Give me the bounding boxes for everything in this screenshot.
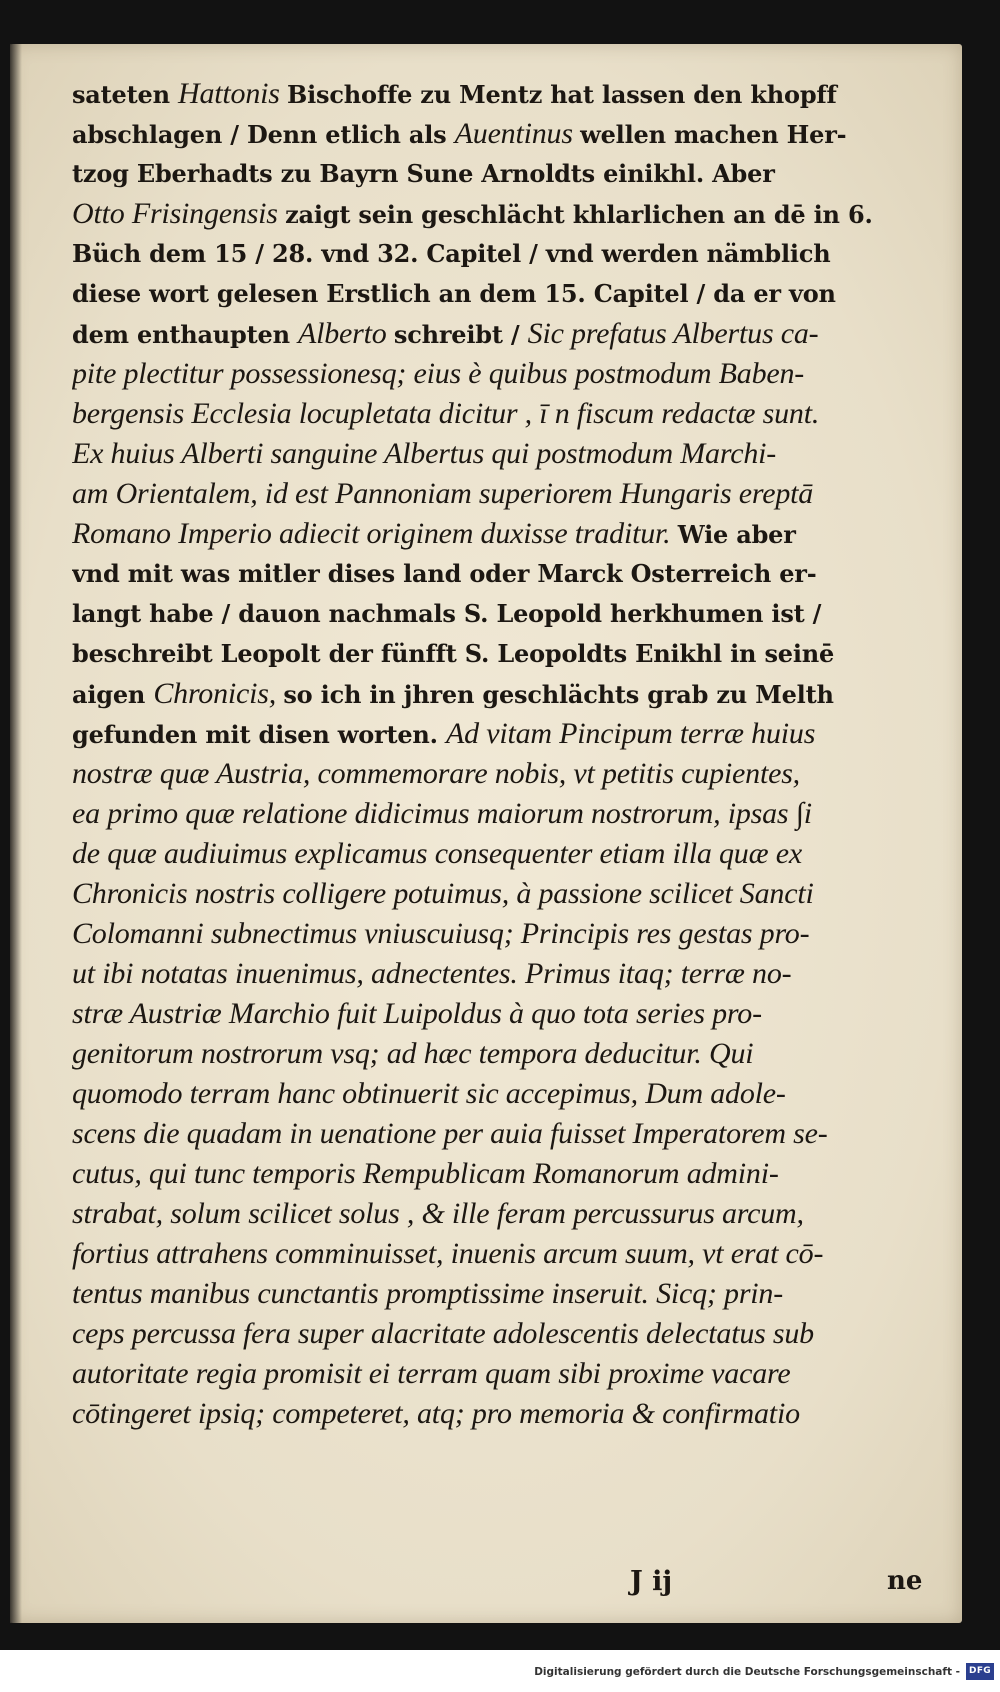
latin-italic-text: Alberto bbox=[298, 317, 394, 350]
german-blackletter-text: so ich in jhren geschlächts grab zu Melth bbox=[283, 680, 834, 709]
catchword: ne bbox=[887, 1566, 923, 1596]
latin-italic-text: ceps percussa fera super alacritate adolescentis delectatus sub bbox=[72, 1317, 814, 1350]
latin-italic-text: cutus, qui tunc temporis Rempublicam Romanorum admini- bbox=[72, 1157, 779, 1190]
text-line bbox=[72, 1234, 934, 1274]
latin-italic-text: Otto Frisingensis bbox=[72, 197, 286, 230]
text-line bbox=[72, 634, 934, 674]
text-line bbox=[72, 1194, 934, 1234]
text-line bbox=[72, 234, 934, 274]
footer-credit: Digitalisierung gefördert durch die Deutsche Forschungsgemeinschaft - bbox=[534, 1666, 960, 1678]
german-blackletter-text: dem enthaupten bbox=[72, 320, 298, 349]
latin-italic-text: bergensis Ecclesia locupletata dicitur , ī n fiscum redactæ sunt. bbox=[72, 397, 820, 430]
latin-italic-text: nostræ quæ Austria, commemorare nobis, vt petitis cupientes, bbox=[72, 757, 800, 790]
text-line bbox=[72, 1314, 934, 1354]
text-line bbox=[72, 114, 934, 154]
latin-italic-text: pite plectitur possessionesq; eius è quibus postmodum Baben- bbox=[72, 357, 805, 390]
text-line bbox=[72, 1074, 934, 1114]
latin-italic-text: Romano Imperio adiecit originem duxisse traditur. bbox=[72, 517, 678, 550]
german-blackletter-text: wellen machen Her- bbox=[580, 120, 847, 149]
german-blackletter-text: schreibt / bbox=[393, 320, 528, 349]
text-line bbox=[72, 74, 934, 114]
latin-italic-text: strabat, solum scilicet solus , & ille feram percussurus arcum, bbox=[72, 1197, 804, 1230]
text-line bbox=[72, 994, 934, 1034]
latin-italic-text: stræ Austriæ Marchio fuit Luipoldus à quo tota series pro- bbox=[72, 997, 762, 1030]
text-line bbox=[72, 474, 934, 514]
latin-italic-text: tentus manibus cunctantis promptissime inseruit. Sicq; prin- bbox=[72, 1277, 784, 1310]
text-line bbox=[72, 514, 934, 554]
text-line bbox=[72, 434, 934, 474]
latin-italic-text: ea primo quæ relatione didicimus maiorum nostrorum, ipsas ∫i bbox=[72, 797, 812, 830]
latin-italic-text: Colomanni subnectimus vniuscuiusq; Principis res gestas pro- bbox=[72, 917, 810, 950]
text-line bbox=[72, 274, 934, 314]
german-blackletter-text: langt habe / dauon nachmals S. Leopold herkhumen ist / bbox=[72, 599, 822, 628]
latin-italic-text: Hattonis bbox=[177, 77, 288, 110]
german-blackletter-text: diese wort gelesen Erstlich an dem 15. Capitel / da er von bbox=[72, 279, 836, 308]
german-blackletter-text: abschlagen / Denn etlich als bbox=[72, 120, 455, 149]
latin-italic-text: Sic prefatus Albertus ca- bbox=[527, 317, 819, 350]
text-line bbox=[72, 1394, 934, 1434]
german-blackletter-text: beschreibt Leopolt der fünfft S. Leopoldts Enikhl in seinē bbox=[72, 639, 835, 668]
latin-italic-text: Auentinus bbox=[454, 117, 581, 150]
latin-italic-text: ut ibi notatas inuenimus, adnectentes. Primus itaq; terræ no- bbox=[72, 957, 792, 990]
latin-italic-text: am Orientalem, id est Pannoniam superiorem Hungaris ereptā bbox=[72, 477, 814, 510]
text-line bbox=[72, 1034, 934, 1074]
text-line bbox=[72, 594, 934, 634]
latin-italic-text: autoritate regia promisit ei terram quam sibi proxime vacare bbox=[72, 1357, 791, 1390]
text-line bbox=[72, 874, 934, 914]
text-line bbox=[72, 714, 934, 754]
latin-italic-text: fortius attrahens comminuisset, inuenis arcum suum, vt erat cō- bbox=[72, 1237, 824, 1270]
body-text bbox=[72, 74, 934, 1434]
signature-mark: J ij bbox=[630, 1566, 673, 1597]
page-gutter-shadow bbox=[10, 44, 22, 1623]
latin-italic-text: Ex huius Alberti sanguine Albertus qui postmodum Marchi- bbox=[72, 437, 777, 470]
text-line bbox=[72, 354, 934, 394]
text-line bbox=[72, 314, 934, 354]
latin-italic-text: Ad vitam Pincipum terræ huius bbox=[446, 717, 816, 750]
text-line bbox=[72, 834, 934, 874]
text-line bbox=[72, 1114, 934, 1154]
german-blackletter-text: gefunden mit disen worten. bbox=[72, 720, 446, 749]
text-line bbox=[72, 194, 934, 234]
latin-italic-text: cōtingeret ipsiq; competeret, atq; pro memoria & confirmatio bbox=[72, 1397, 800, 1430]
text-line bbox=[72, 1154, 934, 1194]
latin-italic-text: Chronicis, bbox=[153, 677, 284, 710]
text-line bbox=[72, 1354, 934, 1394]
text-line bbox=[72, 674, 934, 714]
german-blackletter-text: aigen bbox=[72, 680, 154, 709]
latin-italic-text: Chronicis nostris colligere potuimus, à passione scilicet Sancti bbox=[72, 877, 814, 910]
text-line bbox=[72, 914, 934, 954]
text-line bbox=[72, 154, 934, 194]
latin-italic-text: de quæ audiuimus explicamus consequenter etiam illa quæ ex bbox=[72, 837, 802, 870]
latin-italic-text: genitorum nostrorum vsq; ad hæc tempora deducitur. Qui bbox=[72, 1037, 754, 1070]
text-line bbox=[72, 754, 934, 794]
latin-italic-text: quomodo terram hanc obtinuerit sic accepimus, Dum adole- bbox=[72, 1077, 786, 1110]
german-blackletter-text: tzog Eberhadts zu Bayrn Sune Arnoldts einikhl. Aber bbox=[72, 159, 775, 188]
german-blackletter-text: Büch dem 15 / 28. vnd 32. Capitel / vnd werden nämblich bbox=[72, 239, 831, 268]
text-line bbox=[72, 954, 934, 994]
text-line bbox=[72, 794, 934, 834]
text-line bbox=[72, 554, 934, 594]
german-blackletter-text: Bischoffe zu Mentz hat lassen den khopff bbox=[287, 80, 837, 109]
german-blackletter-text: Wie aber bbox=[677, 520, 796, 549]
german-blackletter-text: vnd mit was mitler dises land oder Marck Osterreich er- bbox=[72, 559, 817, 588]
latin-italic-text: scens die quadam in uenatione per auia fuisset Imperatorem se- bbox=[72, 1117, 828, 1150]
german-blackletter-text: sateten bbox=[72, 80, 178, 109]
dfg-logo: DFG bbox=[966, 1663, 994, 1680]
text-line bbox=[72, 1274, 934, 1314]
text-line bbox=[72, 394, 934, 434]
german-blackletter-text: zaigt sein geschlächt khlarlichen an dē in 6. bbox=[285, 200, 873, 229]
